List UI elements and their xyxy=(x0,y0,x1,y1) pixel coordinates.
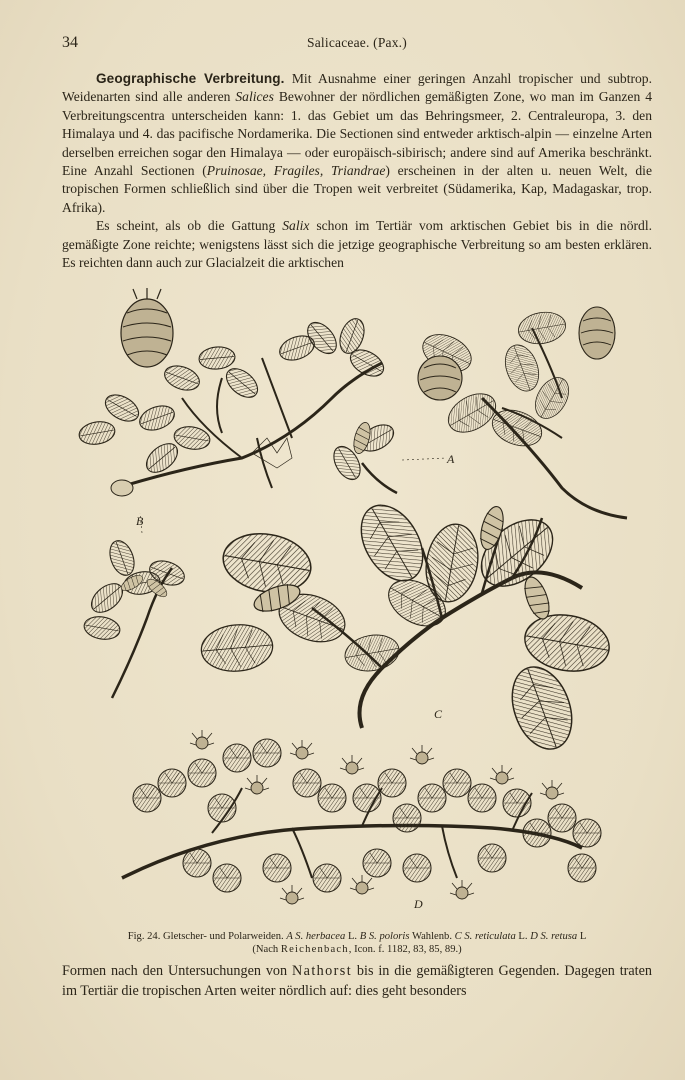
caption-source-author: Reichenbach xyxy=(280,944,349,955)
figure-label-b: B xyxy=(136,514,144,528)
figure-caption xyxy=(62,930,652,956)
caption-letter-b: B xyxy=(359,931,367,942)
text-run: schon im Tertiär vom arktischen Gebiet bis in die nördl. gemäßigte Zone reichte; wenigstens lässt sich die jetzige geographische Verbreitung so am besten erklären. Es reichten dann auch zur Glacialzeit die arktischen xyxy=(62,218,653,271)
genus-name: Salix xyxy=(282,218,310,234)
text-run: Bewohner der nördlichen gemäßigten Zone, wo man im Ganzen 4 Verbreitungscentra unterscheiden kann: 1. das Gebiet um das Behringsmeer, 2. Centraleuropa, 3. den Himalaya und 4. das pacifische Nordamerika. Die Sectionen sind entweder arktisch-alpin — einzelne Arten derselben erreichen sogar den Himalaya — oder europäisch-sibirisch; andere sind auf Amerika beschränkt. Eine Anzahl Sectionen ( xyxy=(62,89,652,179)
figure-label-c: C xyxy=(434,707,443,721)
text-run: Formen nach den Untersuchungen von xyxy=(62,963,292,979)
taxon-sections: Pruinosae, Fragiles, Triandrae xyxy=(206,163,386,179)
specimen-a xyxy=(328,307,627,518)
specimen-b-lower xyxy=(82,513,187,698)
page-number: 34 xyxy=(62,34,78,51)
caption-author-c: L. xyxy=(515,931,531,942)
willow-illustration xyxy=(62,288,652,928)
caption-fig-number: Fig. 24. xyxy=(127,931,161,942)
caption-author-d: L xyxy=(577,931,587,942)
caption-source-ref: , Icon. f. 1182, 83, 85, 89.) xyxy=(348,944,462,955)
caption-species-d: S. retusa xyxy=(537,931,578,942)
paragraph-tertiary xyxy=(62,217,652,272)
taxon-name: Salices xyxy=(235,89,274,105)
running-head xyxy=(62,34,652,54)
caption-source-prefix: (Nach xyxy=(252,944,281,955)
caption-author-a: L. xyxy=(345,931,360,942)
intro-text xyxy=(62,70,652,272)
caption-line-1 xyxy=(62,930,652,943)
running-title: Salicaceae. (Pax.) xyxy=(307,35,407,50)
caption-letter-c: C xyxy=(454,931,462,942)
specimen-d xyxy=(122,730,601,904)
caption-title: Gletscher- und Polarweiden. xyxy=(160,931,287,942)
paragraph-distribution xyxy=(62,70,652,217)
section-heading: Geographische Verbreitung. xyxy=(96,71,285,86)
caption-letter-d: D xyxy=(530,931,538,942)
paragraph-continuation xyxy=(62,962,652,1001)
caption-line-2 xyxy=(62,943,652,956)
caption-species-b: S. poloris xyxy=(366,931,410,942)
text-run: Es scheint, als ob die Gattung xyxy=(96,218,283,234)
caption-species-a: S. herbacea xyxy=(292,931,346,942)
text-run: Mit Ausnahme einer geringen Anzahl tropischer und subtrop. Weidenarten sind alle anderen xyxy=(62,71,653,105)
caption-letter-a: A xyxy=(286,931,293,942)
figure-label-d: D xyxy=(414,897,423,911)
text-run: bis in die gemäßigteren Gegenden. Dagegen traten im Tertiär die tropischen Arten weiter nördlich auf: dies geht besonders xyxy=(62,963,652,999)
caption-species-c: S. reticulata xyxy=(461,931,516,942)
figure-label-a: A xyxy=(447,452,455,466)
author-name: Nathorst xyxy=(291,963,353,979)
continuation-text xyxy=(62,962,652,1001)
specimen-c xyxy=(199,494,613,757)
engraving-svg xyxy=(62,288,652,928)
caption-author-b: Wahlenb. xyxy=(409,931,455,942)
text-run: ) erscheinen in der alten u. neuen Welt, die tropischen Formen schließlich sind über die Tropen weit verbreitet (Südamerika, Kap, Madagaskar, trop. Afrika). xyxy=(62,163,652,215)
